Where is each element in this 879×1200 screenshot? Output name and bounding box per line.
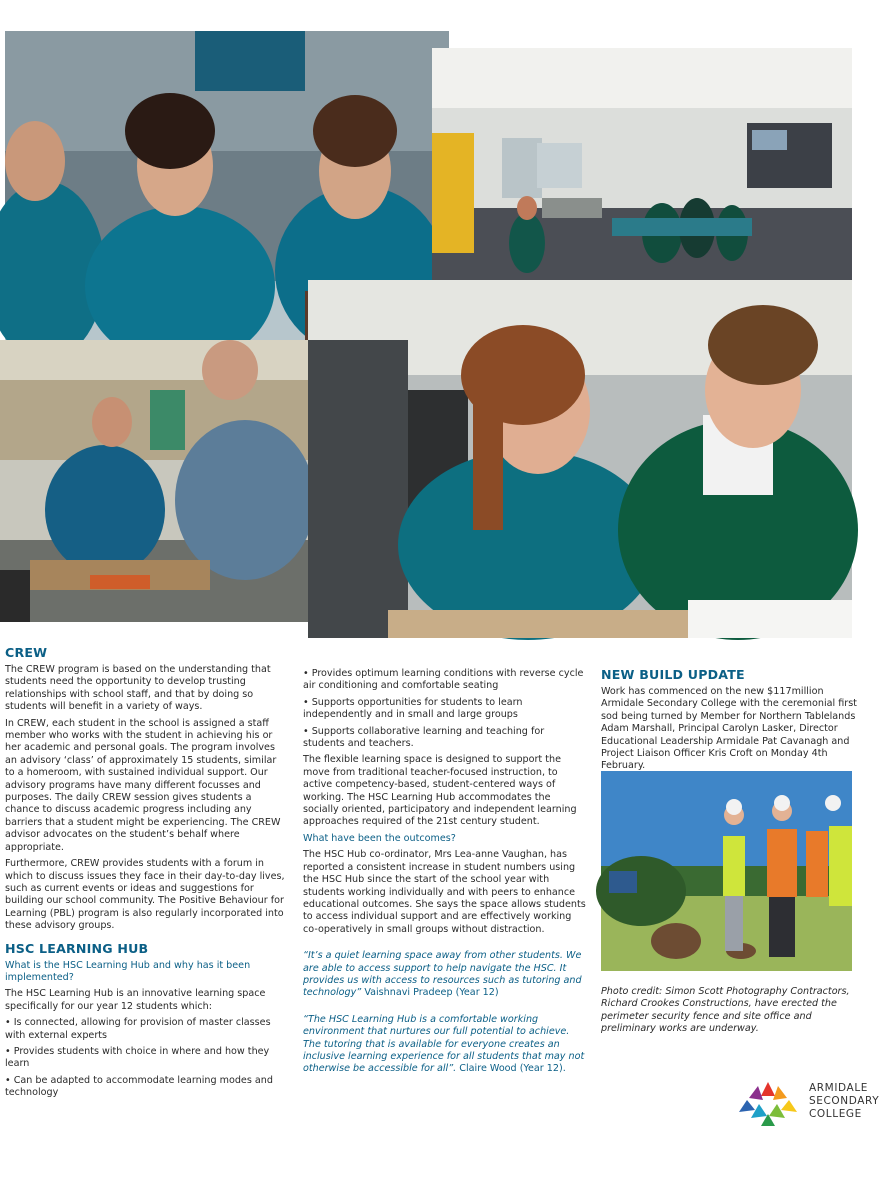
quote-2-text: “The HSC Learning Hub is a comfortable working environment that nurtures our full potential to achieve. The tutoring that is available for everyone creates an inclusive learning experience for all students that may not otherwise be accessible for all”.	[303, 1013, 585, 1075]
armidale-secondary-college-logo	[733, 1078, 879, 1130]
logo-line-3: COLLEGE	[809, 1108, 862, 1120]
hub-heading: HSC LEARNING HUB	[5, 940, 149, 956]
build-photo-caption: Photo credit: Simon Scott Photography Contractors, Richard Crookes Constructions, have erected the perimeter security fence and site office and preliminary works are underway.	[601, 986, 850, 1035]
column-middle	[303, 668, 588, 1080]
hub-bullet: • Provides students with choice in where and how they learn	[5, 1045, 270, 1070]
hub-flexible-paragraph: The flexible learning space is designed to support the move from traditional teacher-focused instruction, to active competency-based, student-centered ways of working. The HSC Learning Hub accommodates the socially oriented, participatory and independent learning approaches required of the 21st century student.	[303, 754, 577, 828]
hub-bullet: • Can be adapted to accommodate learning modes and technology	[5, 1074, 273, 1099]
hub-bullet: • Is connected, allowing for provision of master classes with external experts	[5, 1017, 271, 1041]
build-paragraph: Work has commenced on the new $117million Armidale Secondary College with the ceremonial first sod being turned by Member for Northern Tablelands Adam Marshall, Principal Carolyn Lasker, Director Educational Leadership Armidale Pat Cavanagh and Project Liaison Officer Kris Croft on Monday 4th February.	[601, 686, 857, 772]
column-left	[5, 645, 285, 1104]
build-heading: NEW BUILD UPDATE	[601, 667, 745, 682]
column-right	[601, 667, 857, 777]
hub-intro: The HSC Learning Hub is an innovative learning space specifically for our year 12 students which:	[5, 988, 266, 1012]
crew-heading: CREW	[5, 645, 48, 660]
photo-sod-turning	[601, 771, 852, 971]
hub-bullet: • Supports collaborative learning and teaching for students and teachers.	[303, 725, 545, 750]
build-photo-caption-block	[601, 986, 852, 1040]
quote-2-author: Claire Wood (Year 12).	[459, 1063, 566, 1075]
photo-classroom	[432, 48, 852, 280]
photo-students-reading	[308, 280, 852, 638]
hub-bullet: • Supports opportunities for students to learn independently and in small and large groups	[303, 696, 523, 721]
student-quote-1	[303, 950, 588, 1000]
logo-line-1: ARMIDALE	[809, 1082, 869, 1094]
crew-paragraph-1: The CREW program is based on the understanding that students need the opportunity to develop trusting relationships with school staff, and that by doing so students will benefit in a variety of ways.	[5, 664, 271, 713]
college-logo-icon	[733, 1078, 803, 1130]
hub-question: What is the HSC Learning Hub and why has it been implemented?	[5, 959, 251, 983]
hub-bullet: • Provides optimum learning conditions with reverse cycle air conditioning and comfortable seating	[303, 668, 584, 692]
photo-workshop	[0, 340, 308, 622]
quote-1-text: “It’s a quiet learning space away from other students. We are able to access support to help navigate the HSC. It provides us with access to resources such as tutoring and technology”	[303, 950, 582, 999]
quote-1-author: Vaishnavi Pradeep (Year 12)	[364, 987, 499, 999]
logo-text	[809, 1082, 879, 1121]
logo-line-2: SECONDARY	[809, 1095, 879, 1107]
crew-paragraph-2: In CREW, each student in the school is assigned a staff member who works with the student in achieving his or her academic and personal goals. The program involves an advisory ‘class’ of approximately 15 students, similar to a homeroom, with sustained individual support. Our advisory programs have many different focusses and purposes. The daily CREW session gives students a chance to discuss academic progress including any barriers that a student might be experiencing. The CREW advisor advocates on the student’s behalf where appropriate.	[5, 717, 281, 853]
hub-outcomes-paragraph: The HSC Hub co-ordinator, Mrs Lea-anne Vaughan, has reported a consistent increase in student numbers using the HSC Hub since the start of the school year with students working individually and with peers to enhance educational outcomes. She says the space allows students to access individual support and are effectively working co-operatively in small groups without distraction.	[303, 849, 586, 935]
hub-outcomes-question: What have been the outcomes?	[303, 832, 456, 844]
crew-paragraph-3: Furthermore, CREW provides students with a forum in which to discuss issues they face in their day-to-day lives, such as current events or ideas and suggestions for building our school community. The Positive Behaviour for Learning (PBL) program is also regularly incorporated into these advisory groups.	[5, 858, 285, 932]
student-quote-2	[303, 1014, 588, 1076]
